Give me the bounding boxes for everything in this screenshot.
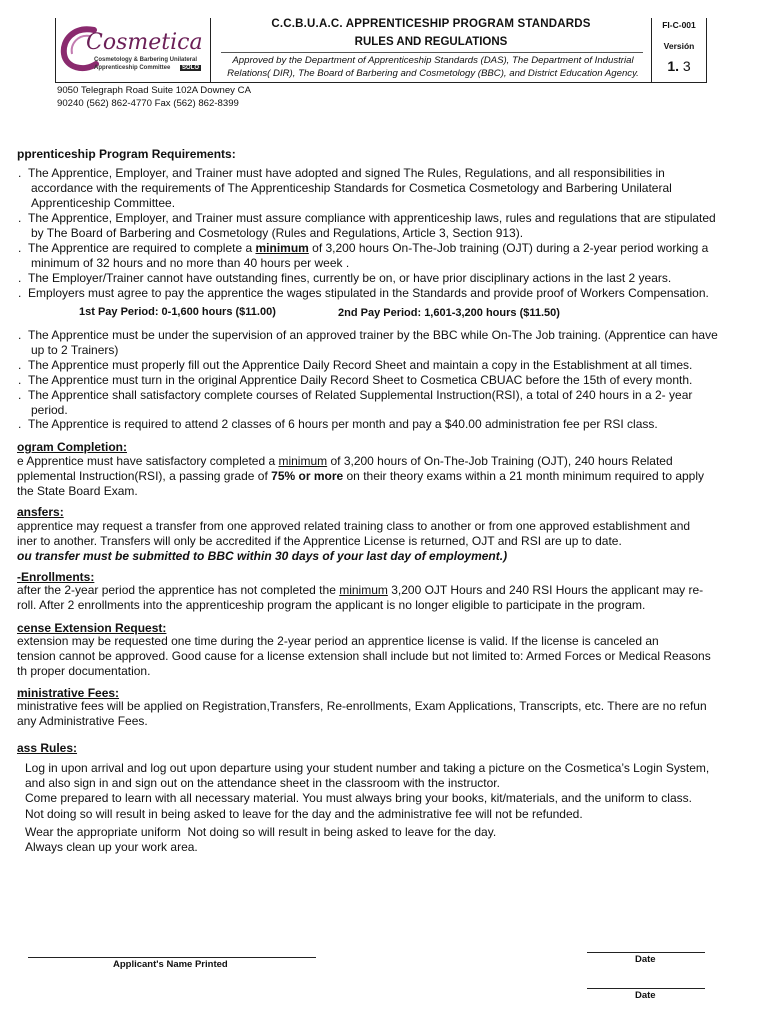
applicant-name-line[interactable]: [28, 957, 316, 958]
applicant-name-label: Applicant's Name Printed: [113, 959, 228, 970]
requirement-item-5: . Employers must agree to pay the apprentice the wages stipulated in the Standards and provide proof of Workers Compensation.: [18, 286, 709, 300]
logo-word: Cosmetica: [86, 30, 203, 55]
completion-text: e Apprentice must have satisfactory completed a minimum of 3,200 hours of On-The-Job Training (OJT), 240 hours Related pplemental Instruction(RSI), a passing grade of 75% or more on their theory exams within a 21 month minimum required to apply the State Board Exam.: [17, 454, 705, 499]
address-line-2: 90240 (562) 862-4770 Fax (562) 862-8399: [57, 97, 239, 109]
pay-period-2: 2nd Pay Period: 1,601-3,200 hours ($11.50): [338, 307, 560, 319]
requirement-item-3: . The Apprentice are required to complete a minimum of 3,200 hours On-The-Job training (OJT) during a 2-year period working a minimum of 32 hours and no more than 40 hours per week .: [18, 241, 709, 271]
approval-text: [219, 55, 647, 80]
version-number: 1. 3: [667, 58, 691, 74]
logo-subtitle-1: Cosmetology & Barbering Unilateral: [94, 57, 198, 63]
approval-line-2: Relations( DIR), The Board of Barbering and Cosmetology (BBC), and District Education Agency.: [227, 67, 639, 79]
pay-period-1: 1st Pay Period: 0-1,600 hours ($11.00): [79, 306, 276, 318]
extension-text: extension may be requested one time during the 2-year period an apprentice license is valid. If the license is canceled an tension cannot be approved. Good cause for a license extension shall include but not limited to: Armed Forces or Medical Reasons th proper documentation.: [17, 634, 711, 679]
approval-line-1: Approved by the Department of Apprenticeship Standards (DAS), The Department of Industrial: [232, 55, 634, 66]
date-line-2[interactable]: [587, 988, 705, 989]
header-table: [55, 18, 707, 83]
section-extension-heading: cense Extension Request:: [17, 621, 167, 635]
classrules-text: Log in upon arrival and log out upon departure using your student number and taking a picture on the Cosmetica’s Login System, and also sign in and sign out on the attendance sheet in the classroom with the instructor. Come prepared to learn with all necessary material. You must always bring your books, kit/materials, and the uniform to class. Not doing so will result in being asked to leave for the day and the administrative fee will not be refunded. Wear the appropriate uniform Not doing so will result in being asked to leave for the day. Always clean up your work area.: [25, 761, 710, 855]
title-block: [211, 18, 652, 82]
section-classrules-heading: ass Rules:: [17, 741, 78, 755]
document-subtitle: RULES AND REGULATIONS: [354, 36, 508, 48]
date-label-2: Date: [635, 990, 656, 1001]
form-code: FI-C-001: [662, 20, 696, 30]
requirement-item-10: . The Apprentice is required to attend 2 classes of 6 hours per month and pay a $40.00 administration fee per RSI class.: [18, 417, 658, 431]
date-label-1: Date: [635, 954, 656, 965]
transfers-text: apprentice may request a transfer from one approved related training class to another or from one approved establishment and iner to another. Transfers will only be accredited if the Apprentice License is returned, OJT and RSI are up to date. ou transfer must be submitted to BBC within 30 days of your last day of employment.): [17, 519, 691, 564]
reenroll-text: after the 2-year period the apprentice has not completed the minimum 3,200 OJT Hours and 240 RSI Hours the applicant may re- roll. After 2 enrollments into the apprenticeship program the applicant is no longer eligible to participate in the program.: [17, 583, 704, 613]
logo: [56, 18, 211, 82]
version-block: [652, 18, 706, 82]
address-block: [57, 85, 251, 110]
admin-text: ministrative fees will be applied on Registration,Transfers, Re-enrollments, Exam Applications, Transcripts, etc. There are no refun any Administrative Fees.: [17, 699, 707, 729]
title-divider: [221, 52, 643, 53]
logo-badge: SOLO: [182, 65, 200, 71]
section-reenroll-heading: -Enrollments:: [17, 570, 95, 584]
requirement-item-7: . The Apprentice must properly fill out the Apprentice Daily Record Sheet and maintain a copy in the Establishment at all times.: [18, 358, 693, 372]
requirement-item-6: . The Apprentice must be under the supervision of an approved trainer by the BBC while On-The Job training. (Apprentice can have up to 2 Trainers): [18, 328, 718, 358]
section-completion-heading: ogram Completion:: [17, 440, 127, 454]
requirement-item-8: . The Apprentice must turn in the original Apprentice Daily Record Sheet to Cosmetica CBUAC before the 15th of every month.: [18, 373, 693, 387]
address-line-1: 9050 Telegraph Road Suite 102A Downey CA: [57, 85, 251, 96]
requirement-item-1: . The Apprentice, Employer, and Trainer must have adopted and signed The Rules, Regulations, and all responsibilities in accordance with the requirements of The Apprenticeship Standards for Cosmetica Cosmetology and Barbering Unilateral Apprenticeship Committee.: [18, 166, 672, 211]
requirement-item-4: . The Employer/Trainer cannot have outstanding fines, currently be on, or have prior disciplinary actions in the last 2 years.: [18, 271, 672, 285]
version-label: Versión: [663, 41, 695, 51]
section-admin-heading: ministrative Fees:: [17, 686, 120, 700]
logo-subtitle-2: Apprenticeship Committee: [94, 65, 171, 71]
requirement-item-2: . The Apprentice, Employer, and Trainer must assure compliance with apprenticeship laws, rules and regulations that are stipulated by The Board of Barbering and Cosmetology (Rules and Regulations, Article 3, Section 913).: [18, 211, 716, 241]
document-title: C.C.B.U.A.C. APPRENTICESHIP PROGRAM STANDARDS: [271, 18, 591, 30]
requirement-item-9: . The Apprentice shall satisfactory complete courses of Related Supplemental Instruction(RSI), a total of 240 hours in a 2- year period.: [18, 388, 693, 418]
date-line-1[interactable]: [587, 952, 705, 953]
section-transfers-heading: ansfers:: [17, 505, 64, 519]
section-requirements-heading: pprenticeship Program Requirements:: [17, 147, 236, 161]
